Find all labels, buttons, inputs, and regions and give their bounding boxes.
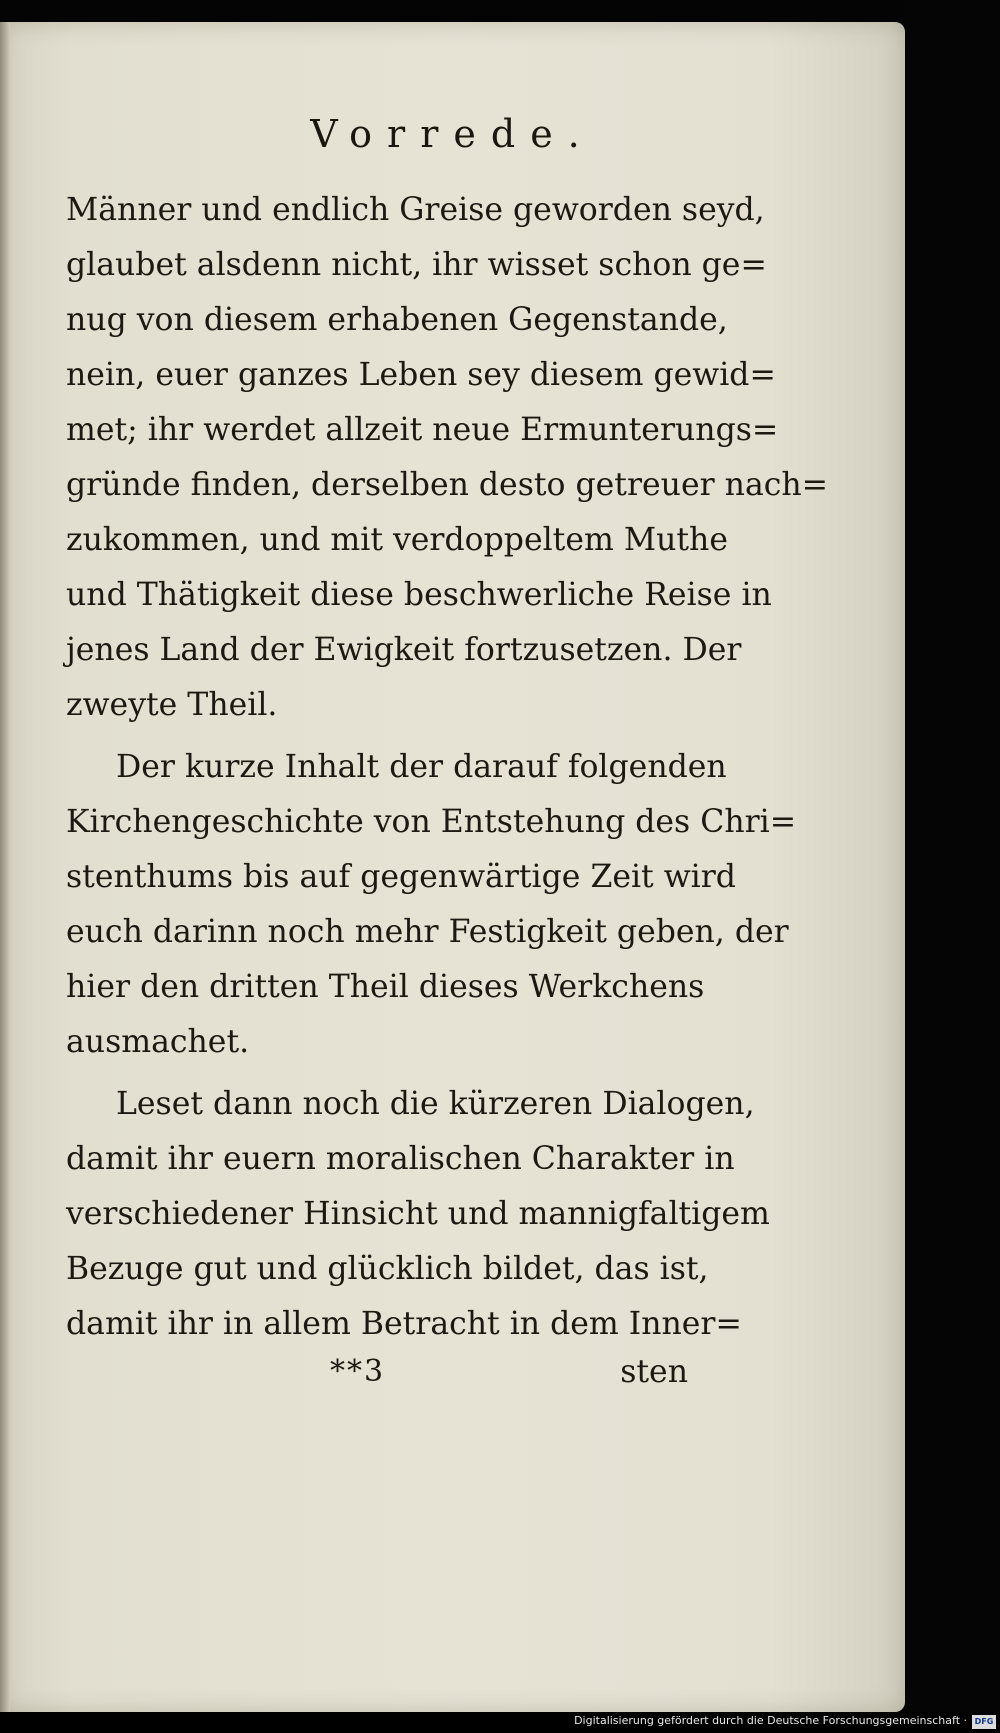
signature-mark: **3 [330, 1354, 386, 1389]
funding-credit: Digitalisierung gefördert durch die Deutsche Forschungsgemeinschaft · [574, 1714, 967, 1727]
scan-background [905, 0, 1000, 1733]
text-line: jenes Land der Ewigkeit fortzusetzen. Der [66, 632, 742, 668]
text-line: nug von diesem erhabenen Gegenstande, [66, 302, 728, 338]
text-line: damit ihr euern moralischen Charakter in [66, 1141, 735, 1177]
text-line: Der kurze Inhalt der darauf folgenden [116, 749, 727, 785]
paragraph [66, 1077, 770, 1352]
text-line: hier den dritten Theil dieses Werkchens [66, 969, 705, 1005]
text-line: zukommen, und mit verdoppeltem Muthe [66, 522, 728, 558]
paragraph [66, 740, 797, 1070]
text-line: zweyte Theil. [66, 687, 278, 723]
text-line: und Thätigkeit diese beschwerliche Reise in [66, 577, 772, 613]
running-head: Vorrede. [310, 112, 595, 156]
page-gutter-edge [0, 22, 10, 1712]
body-text [66, 183, 829, 1352]
text-line: verschiedener Hinsicht und mannigfaltigem [66, 1196, 770, 1232]
text-line: gründe finden, derselben desto getreuer nach= [66, 467, 829, 503]
text-line: Kirchengeschichte von Entstehung des Chri= [66, 804, 797, 840]
catchword: sten [620, 1354, 688, 1390]
text-line: ausmachet. [66, 1024, 250, 1060]
paragraph-gap [66, 733, 698, 740]
text-line: euch darinn noch mehr Festigkeit geben, der [66, 914, 789, 950]
dfg-logo-icon: DFG [972, 1715, 996, 1729]
text-line: glaubet alsdenn nicht, ihr wisset schon ge= [66, 247, 767, 283]
text-line: nein, euer ganzes Leben sey diesem gewid= [66, 357, 776, 393]
paragraph-gap [66, 1070, 698, 1077]
text-line: stenthums bis auf gegenwärtige Zeit wird [66, 859, 736, 895]
digitization-footer [0, 1712, 1000, 1733]
paragraph [66, 183, 829, 733]
text-line: Männer und endlich Greise geworden seyd, [66, 192, 765, 228]
text-line: Bezuge gut und glücklich bildet, das ist, [66, 1251, 709, 1287]
text-line: met; ihr werdet allzeit neue Ermunterungs= [66, 412, 779, 448]
text-line: Leset dann noch die kürzeren Dialogen, [116, 1086, 755, 1122]
text-line: damit ihr in allem Betracht in dem Inner= [66, 1306, 742, 1342]
